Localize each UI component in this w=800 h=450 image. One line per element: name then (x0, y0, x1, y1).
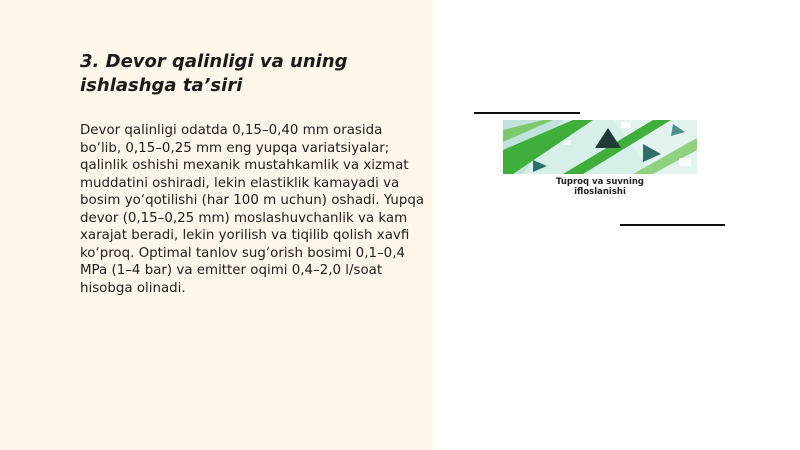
slide-title: 3. Devor qalinligi va uning ishlashga ta’siri (80, 51, 348, 96)
slide-body-text: Devor qalinligi odatda 0,15–0,40 mm orasida bo‘lib, 0,15–0,25 mm eng yupqa variatsiyalar; qalinlik oshishi mexanik mustahkamlik va xizmat muddatini oshiradi, lekin elastiklik kamayadi va bosim yo‘qotilishi (har 100 m uchun) oshadi. Yupqa devor (0,15–0,25 mm) moslashuvchanlik va kam xarajat beradi, lekin yorilish va tiqilib qolish xavfi ko‘proq. Optimal tanlov sug‘orish bosimi 0,1–0,4 MPa (1–4 bar) va emitter oqimi 0,4–2,0 l/soat hisobga olinadi. (80, 123, 425, 296)
image-panel (433, 0, 800, 450)
image-caption: Tuproq va suvning ifloslanishi (555, 177, 645, 197)
decorative-line-bottom (620, 224, 725, 226)
pollution-illustration (503, 120, 697, 174)
decorative-line-top (474, 112, 580, 114)
